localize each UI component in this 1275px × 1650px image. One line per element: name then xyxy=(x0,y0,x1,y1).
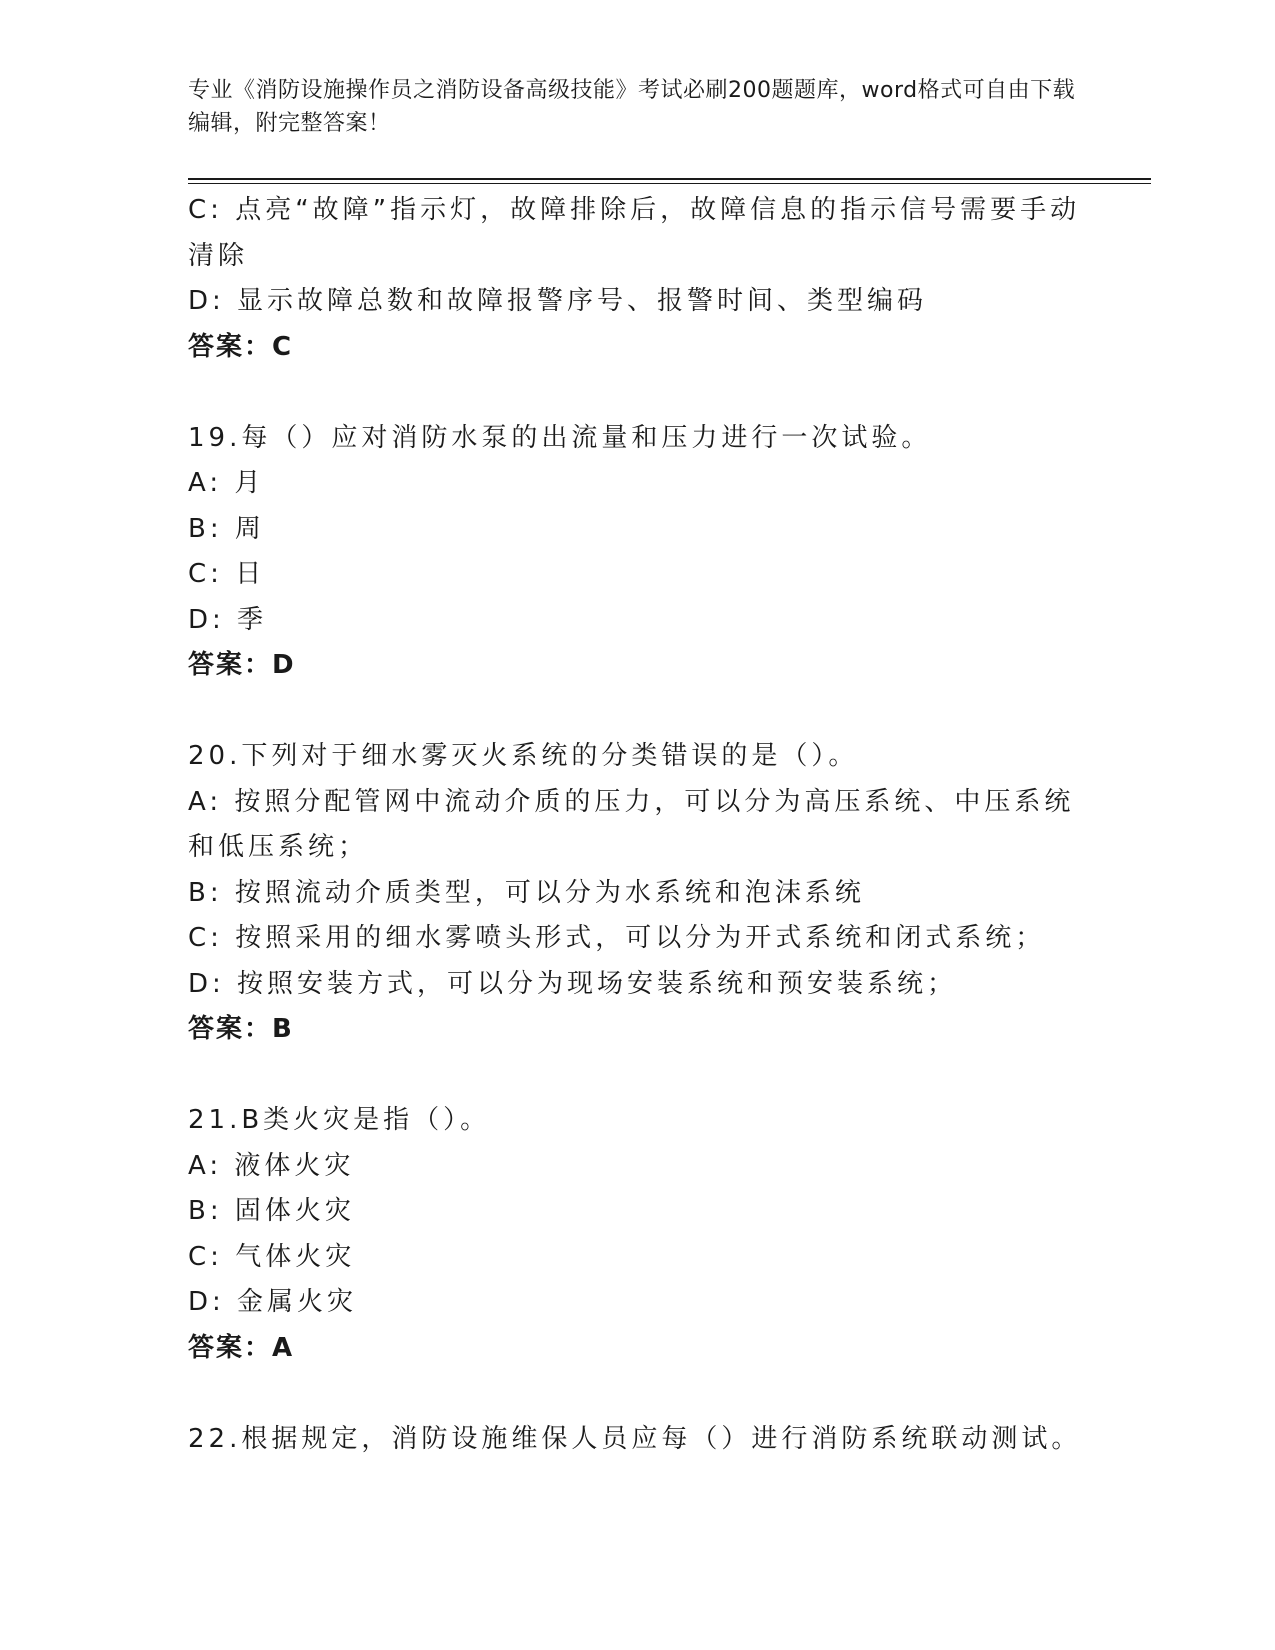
option-a-q20 xyxy=(188,780,1093,871)
option-label: C: xyxy=(188,195,223,225)
answer-q20: 答案：B xyxy=(188,1014,294,1044)
option-label: A: xyxy=(188,786,223,817)
option-a-q21 xyxy=(188,1144,1093,1190)
question-stem-21: 21.B类火灾是指（）。 xyxy=(188,1105,491,1135)
option-b-q21 xyxy=(188,1189,1093,1235)
option-text: 液体火灾 xyxy=(234,1150,355,1181)
option-text: 气体火灾 xyxy=(235,1241,356,1272)
option-c-q18 xyxy=(188,188,1093,279)
option-text: 日 xyxy=(235,559,266,589)
option-label: D: xyxy=(188,1287,225,1317)
option-label: A: xyxy=(188,1150,223,1181)
option-text: 按照安装方式，可以分为现场安装系统和预安装系统； xyxy=(237,968,958,999)
option-label: D: xyxy=(188,286,225,316)
option-text: 月 xyxy=(234,468,265,498)
option-text: 按照分配管网中流动介质的压力，可以分为高压系统、中压系统和低压系统； xyxy=(188,786,1075,862)
option-d-q21 xyxy=(188,1280,1093,1326)
question-stem-20: 20.下列对于细水雾灭火系统的分类错误的是（）。 xyxy=(188,741,859,771)
option-label: C: xyxy=(188,559,223,589)
option-text: 按照采用的细水雾喷头形式，可以分为开式系统和闭式系统； xyxy=(235,923,1046,953)
option-c-q21 xyxy=(188,1235,1093,1281)
option-d-q18 xyxy=(188,279,1093,325)
document-header: 专业《消防设施操作员之消防设备高级技能》考试必刷200题题库，word格式可自由下载编辑，附完整答案！ xyxy=(188,78,1076,136)
option-text: 点亮“故障”指示灯，故障排除后，故障信息的指示信号需要手动清除 xyxy=(188,195,1081,271)
option-label: C: xyxy=(188,923,223,953)
header-divider-thin xyxy=(188,183,1151,184)
option-label: A: xyxy=(188,468,223,498)
header-divider-thick xyxy=(188,178,1151,180)
option-text: 显示故障总数和故障报警序号、报警时间、类型编码 xyxy=(237,286,928,316)
option-text: 季 xyxy=(237,604,268,635)
option-label: D: xyxy=(188,604,225,635)
option-label: B: xyxy=(188,513,223,544)
answer-q21: 答案：A xyxy=(188,1332,295,1363)
question-list xyxy=(188,188,1093,1462)
option-b-q19 xyxy=(188,507,1093,553)
question-stem-22: 22.根据规定，消防设施维保人员应每（）进行消防系统联动测试。 xyxy=(188,1423,1082,1454)
option-text: 按照流动介质类型，可以分为水系统和泡沫系统 xyxy=(234,877,865,908)
answer-q18: 答案：C xyxy=(188,331,294,362)
question-stem-19: 19.每（）应对消防水泵的出流量和压力进行一次试验。 xyxy=(188,422,932,453)
option-a-q19 xyxy=(188,461,1093,507)
option-d-q19 xyxy=(188,598,1093,644)
option-label: D: xyxy=(188,968,225,999)
option-c-q19 xyxy=(188,552,1093,598)
option-label: C: xyxy=(188,1241,223,1272)
option-c-q20 xyxy=(188,916,1093,962)
option-d-q20 xyxy=(188,962,1093,1008)
option-text: 固体火灾 xyxy=(234,1196,355,1226)
option-text: 金属火灾 xyxy=(237,1287,358,1317)
option-label: B: xyxy=(188,1196,223,1226)
option-label: B: xyxy=(188,877,223,908)
option-text: 周 xyxy=(234,513,265,544)
option-b-q20 xyxy=(188,871,1093,917)
answer-q19: 答案：D xyxy=(188,650,296,680)
